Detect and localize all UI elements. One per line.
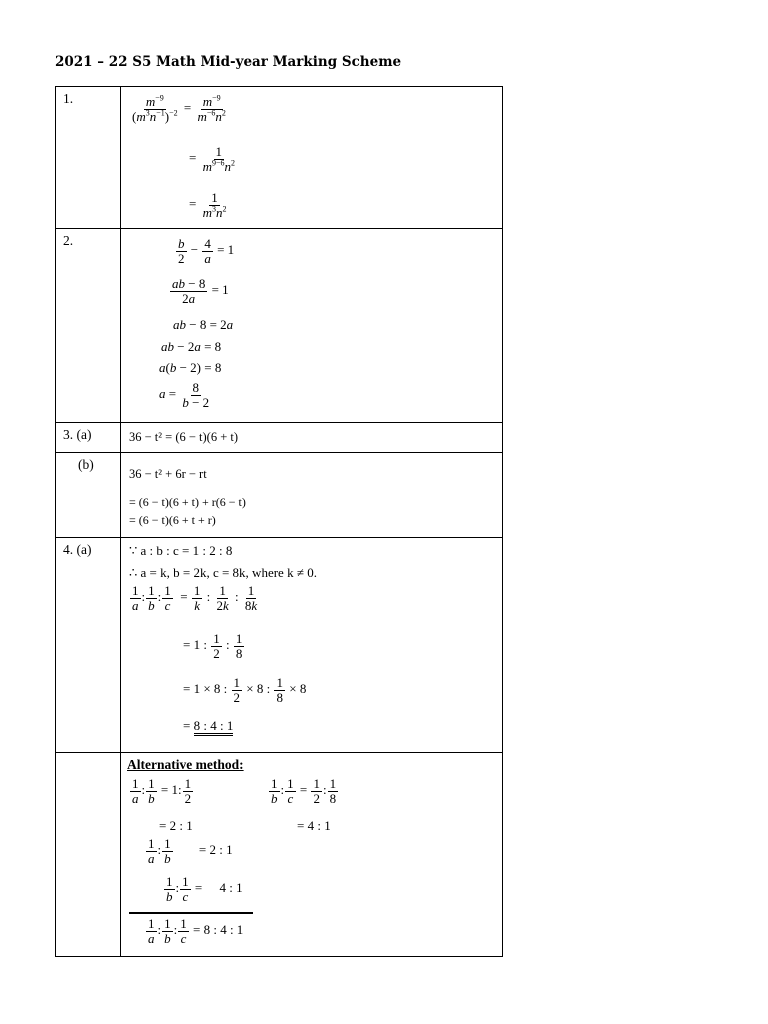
math-line: $\frac{1}{a}$ : $\frac{1}{b}$ = 2 : 1 — [148, 836, 233, 866]
question-number-cell — [56, 453, 121, 538]
question-number-cell — [56, 423, 121, 453]
math-line: ab − 8 = 2a — [173, 317, 234, 332]
math-line: $\frac{m^{-9}}{(m^3n^{-1})^{-2}}$ = $\frac{m^{-9}}{m^{-6}n^2}$ — [132, 93, 226, 124]
math-line: = (6 − t)(6 + t + r) — [129, 513, 216, 527]
math-line: $\frac{1}{b}$ : $\frac{1}{c}$ = $\frac{1}{2}$ : $\frac{1}{8}$ — [271, 776, 337, 806]
question-number: 1. — [63, 91, 74, 106]
table-row — [56, 453, 503, 538]
math-line: ∴ a = k, b = 2k, c = 8k, where k ≠ 0. — [129, 565, 317, 580]
math-line: $\frac{b}{2}$ − $\frac{4}{a}$ = 1 — [178, 236, 235, 266]
math-line: = $\frac{1}{m^{9-6}n^2}$ — [189, 144, 235, 174]
table-row — [56, 538, 503, 753]
table-row — [56, 423, 503, 453]
page-title: 2021 – 22 S5 Math Mid-year Marking Scheme — [55, 54, 402, 70]
question-number: 4. (a) — [63, 542, 92, 557]
question-number-cell — [56, 538, 121, 753]
math-line: = 4 : 1 — [297, 818, 331, 833]
question-number: (b) — [78, 457, 94, 472]
math-line: = 2 : 1 — [159, 818, 193, 833]
math-line: a(b − 2) = 8 — [159, 360, 222, 375]
math-line: = $\frac{1}{m^3n^2}$ — [189, 190, 227, 220]
math-line: ∵ a : b : c = 1 : 2 : 8 — [129, 543, 233, 558]
solution-cell — [121, 753, 503, 957]
math-line: a = $\frac{8}{b - 2}$ — [159, 380, 210, 410]
question-number-cell — [56, 753, 121, 957]
math-line: = (6 − t)(6 + t) + r(6 − t) — [129, 495, 246, 509]
math-line: $\frac{1}{a}$ : $\frac{1}{b}$ : $\frac{1}{c}$ = $\frac{1}{k}$ : $\frac{1}{2k}$ : $\frac{1}{8k}$ — [132, 583, 258, 613]
alternative-method-heading: Alternative method: — [127, 757, 244, 772]
solution-cell — [121, 453, 503, 538]
math-line: = 8 : 4 : 1 — [183, 718, 233, 734]
table-row — [56, 753, 503, 957]
table-row — [56, 229, 503, 423]
math-line: ab − 2a = 8 — [161, 339, 222, 354]
math-line: = 1 : $\frac{1}{2}$ : $\frac{1}{8}$ — [183, 631, 243, 661]
math-line: $\frac{1}{a}$ : $\frac{1}{b}$ = 1: $\frac{1}{2}$ — [132, 776, 192, 806]
math-line: 36 − t² = (6 − t)(6 + t) — [129, 430, 239, 444]
solution-cell — [121, 229, 503, 423]
math-line: 36 − t² + 6r − rt — [129, 467, 207, 481]
question-number-cell — [56, 229, 121, 423]
solution-cell — [121, 538, 503, 753]
math-line: $\frac{1}{b}$ : $\frac{1}{c}$ = 4 : 1 — [166, 874, 243, 904]
question-number-cell — [56, 87, 121, 229]
question-number: 3. (a) — [63, 427, 92, 442]
math-line: $\frac{ab - 8}{2a}$ = 1 — [172, 276, 229, 306]
math-line: = 1 × 8 : $\frac{1}{2}$ × 8 : $\frac{1}{8}$ × 8 — [183, 675, 307, 705]
marking-scheme-table — [55, 86, 503, 957]
table-row — [56, 87, 503, 229]
divider-rule — [129, 912, 253, 914]
solution-cell — [121, 87, 503, 229]
solution-cell — [121, 423, 503, 453]
math-line: $\frac{1}{a}$ : $\frac{1}{b}$ : $\frac{1}{c}$ = 8 : 4 : 1 — [148, 916, 244, 946]
question-number: 2. — [63, 233, 74, 248]
